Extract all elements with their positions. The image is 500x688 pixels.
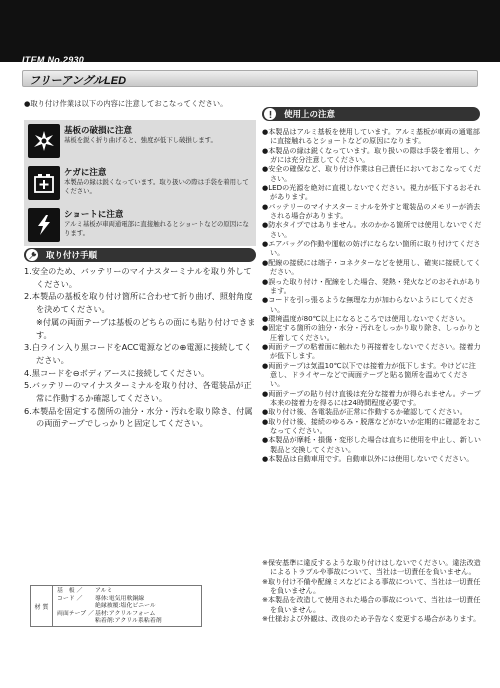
top-banner (0, 0, 500, 62)
warning-desc: 本製品の縁は鋭くなっています。取り扱いの際は手袋を着用してください。 (64, 178, 249, 195)
install-step-note: ※付属の両面テープは基板のどちらの面にも貼り付けできます。 (36, 316, 256, 340)
safety-item: ●取り付け後、接続のゆるみ・脱落などがないか定期的に確認をおこなってください。 (262, 416, 481, 435)
safety-item: ●バッテリーのマイナスターミナルを外すと電装品のメモリーが消去される場合があります。 (262, 201, 481, 221)
caution-icon (264, 108, 276, 120)
short-circuit-icon (28, 208, 60, 242)
materials-rows (57, 588, 201, 626)
materials-value: 絶縁被覆:塩化ビニール (95, 603, 156, 610)
safety-item: ●LEDの光源を絶対に直視しないでください。視力が低下するおそれがあります。 (262, 183, 481, 202)
disclaimer-note: ※仕様および外観は、改良のため予告なく変更する場合があります。 (262, 614, 481, 624)
materials-value: アルミ (95, 588, 113, 594)
safety-item: ●本製品の縁は鋭くなっています。取り扱いの際は手袋を着用し、ケガには充分注意してください。 (262, 145, 481, 165)
safety-item: ●固定する箇所の油分・水分・汚れをしっかり取り除き、しっかりと圧着してください。 (262, 323, 481, 342)
materials-value: 導体:電気用軟銅線 (95, 595, 145, 602)
warning-title: 基板の破損に注意 (64, 126, 133, 136)
safety-item: ●エアバッグの作動や運転の妨げにならない箇所に取り付けてください。 (262, 239, 481, 258)
product-title: フリーアングルLED (29, 75, 127, 87)
materials-row (57, 588, 201, 596)
safety-section-title: 使用上の注意 (284, 110, 336, 120)
install-step: 2.本製品の基板を取り付け箇所に合わせて折り曲げ、照射角度を決めてください。 (24, 291, 253, 315)
item-number: ITEM No.2930 (22, 55, 85, 65)
disclaimer-notes (262, 558, 482, 623)
install-step: 3.白ライン入り黒コードをACC電源などの⊕電源に接続してください。 (24, 342, 252, 365)
install-step: 1.安全のため、バッテリーのマイナスターミナルを取り外してください。 (24, 266, 252, 289)
safety-item: ●配線の接続には端子・コネクターなどを使用し、確実に接続してください。 (262, 257, 481, 277)
materials-key (57, 603, 95, 611)
safety-item: ●本製品が摩耗・損傷・変形した場合は直ちに使用を中止し、新しい製品と交換してください。 (262, 435, 481, 454)
materials-key: 基 板 ／ (57, 588, 83, 594)
install-step: 5.バッテリーのマイナスターミナルを取り付け、各電装品が正常に作動するか確認してください。 (24, 380, 252, 404)
materials-row (57, 618, 201, 626)
warning-injury (24, 162, 256, 204)
wrench-icon (26, 249, 38, 261)
materials-value: 粘着剤:アクリル系粘着剤 (95, 618, 162, 625)
install-step: 4.黒コードを⊖ボディアースに接続してください。 (24, 367, 210, 378)
safety-section-header (262, 107, 480, 121)
disclaimer-note: ※取り付け不備や配線ミスなどによる事故について、当社は一切責任を負いません。 (262, 576, 481, 596)
install-steps (24, 265, 256, 430)
safety-item: ●コードを引っ張るような無理な力が加わらないようにしてください。 (262, 295, 474, 314)
safety-item: ●両面テープは気温10℃以下では接着力が低下します。やけどに注意し、ドライヤーなどで両面テープと貼る箇所を温めてください。 (262, 360, 476, 389)
breakage-icon (28, 124, 60, 158)
safety-item: ●環境温度が80℃以上になるところでは使用しないでください。 (262, 313, 470, 323)
materials-key: コード ／ (57, 595, 83, 602)
injury-icon (28, 166, 60, 200)
materials-key: 両面テープ ／ (57, 610, 94, 617)
safety-item: ●誤った取り付け・配線をした場合、発熱・発火などのおそれがあります。 (262, 276, 481, 295)
safety-item: ●取り付け後、各電装品が正常に作動するか確認してください。 (262, 407, 467, 417)
materials-row (57, 603, 201, 611)
warning-title: ショートに注意 (64, 210, 124, 220)
safety-item: ●安全の確保など、取り付け作業は自己責任においておこなってください。 (262, 164, 481, 183)
product-title-bar (22, 70, 478, 87)
safety-item: ●防水タイプではありません。水のかかる箇所では使用しないでください。 (262, 220, 482, 239)
safety-item: ●本製品はアルミ基板を使用しています。アルミ基板が車両の通電部に直接触れるとショートなどの原因になります。 (262, 127, 480, 146)
materials-value: 基材:アクリルフォーム (95, 610, 156, 617)
install-section-title: 取り付け手順 (46, 251, 98, 261)
safety-item: ●両面テープの粘着面に触れたり再接着をしないでください。接着力が低下します。 (262, 341, 481, 361)
materials-key (57, 618, 95, 626)
materials-table (30, 585, 202, 627)
safety-item: ●両面テープの貼り付け直後は充分な接着力が得られません。テープ本来の接着力を得るには24時間程度必要です。 (262, 388, 481, 407)
warning-desc: アルミ基板が車両通電部に直接触れるとショートなどの原因になります。 (64, 220, 249, 237)
disclaimer-note: ※保安基準に違反するような取り付けはしないでください。違法改造によるトラブルや事故について、当社は一切責任を負いません。 (262, 558, 481, 577)
materials-label: 材 質 (31, 586, 53, 626)
install-step: 6.本製品を固定する箇所の油分・水分・汚れを取り除き、付属の両面テープでしっかりと固定してください。 (24, 405, 253, 429)
install-section-header (24, 248, 256, 262)
warning-desc: 基板を鋭く折り曲げると、強度が低下し破損します。 (64, 136, 217, 144)
warning-short-circuit (24, 204, 256, 246)
warning-breakage (24, 120, 256, 162)
warning-title: ケガに注意 (64, 168, 107, 178)
safety-item: ●本製品は自動車用です。自動車以外には使用しないでください。 (262, 454, 474, 464)
disclaimer-note: ※本製品を改造して使用された場合の事故について、当社は一切責任を負いません。 (262, 595, 481, 614)
safety-list (262, 127, 482, 463)
intro-text: ●取り付け作業は以下の内容に注意しておこなってください。 (24, 99, 228, 108)
